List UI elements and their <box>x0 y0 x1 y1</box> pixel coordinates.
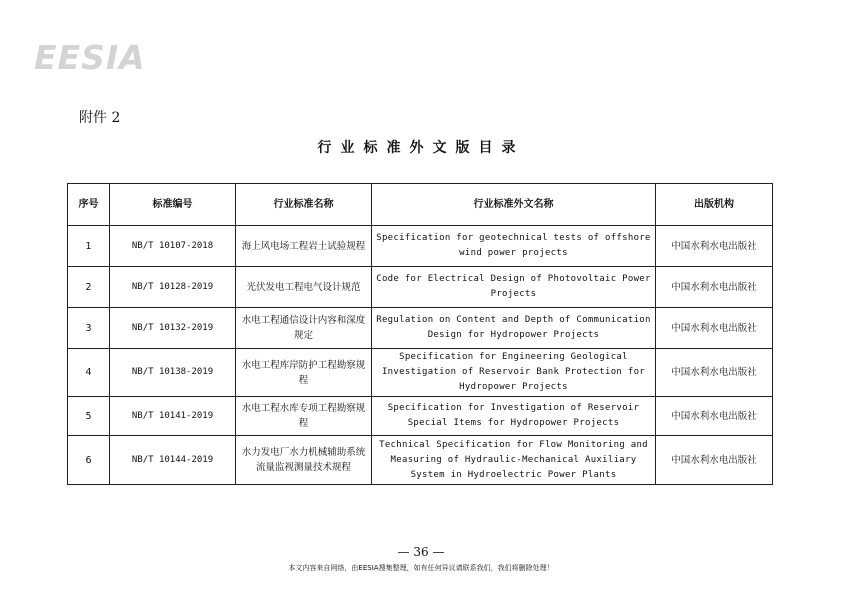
cell-publisher: 中国水利水电出版社 <box>656 397 773 436</box>
cell-code: NB/T 10132-2019 <box>110 308 236 349</box>
cell-publisher: 中国水利水电出版社 <box>656 436 773 485</box>
cell-seq: 1 <box>68 226 110 267</box>
cell-code: NB/T 10144-2019 <box>110 436 236 485</box>
cell-code: NB/T 10107-2018 <box>110 226 236 267</box>
annex-label: 附件 2 <box>79 110 121 126</box>
cell-name: 水电工程库岸防护工程勘察规程 <box>236 349 372 397</box>
cell-seq: 2 <box>68 267 110 308</box>
page-number: — 36 — <box>397 545 445 559</box>
cell-foreign-name: Code for Electrical Design of Photovoltaic Power Projects <box>372 267 656 308</box>
header-seq: 序号 <box>68 184 110 226</box>
table-row <box>68 397 773 436</box>
cell-code: NB/T 10141-2019 <box>110 397 236 436</box>
cell-foreign-name: Specification for Engineering Geological Investigation of Reservoir Bank Protection for Hydropower Projects <box>372 349 656 397</box>
table-row <box>68 349 773 397</box>
cell-name: 水力发电厂水力机械辅助系统流量监视测量技术规程 <box>236 436 372 485</box>
cell-foreign-name: Specification for geotechnical tests of offshore wind power projects <box>372 226 656 267</box>
cell-code: NB/T 10138-2019 <box>110 349 236 397</box>
table-row <box>68 436 773 485</box>
eesia-logo: EESIA <box>34 38 146 77</box>
cell-publisher: 中国水利水电出版社 <box>656 308 773 349</box>
table-row <box>68 226 773 267</box>
cell-seq: 6 <box>68 436 110 485</box>
cell-name: 海上风电场工程岩土试验规程 <box>236 226 372 267</box>
header-foreign-name: 行业标准外文名称 <box>372 184 656 226</box>
cell-publisher: 中国水利水电出版社 <box>656 349 773 397</box>
cell-name: 水电工程通信设计内容和深度规定 <box>236 308 372 349</box>
table-row <box>68 308 773 349</box>
footer-note: 本文内容来自网络，由EESIA搜集整理，如有任何异议请联系我们，我们将删除处理！ <box>288 564 554 572</box>
table-header-row <box>68 184 773 226</box>
cell-foreign-name: Specification for Investigation of Reservoir Special Items for Hydropower Projects <box>372 397 656 436</box>
cell-seq: 3 <box>68 308 110 349</box>
cell-name: 光伏发电工程电气设计规范 <box>236 267 372 308</box>
document-title: 行业标准外文版目录 <box>317 140 525 156</box>
header-name: 行业标准名称 <box>236 184 372 226</box>
standards-table <box>67 183 773 485</box>
cell-foreign-name: Technical Specification for Flow Monitoring and Measuring of Hydraulic-Mechanical Auxiliary System in Hydroelectric Power Plants <box>372 436 656 485</box>
cell-publisher: 中国水利水电出版社 <box>656 267 773 308</box>
cell-seq: 4 <box>68 349 110 397</box>
table-row <box>68 267 773 308</box>
header-code: 标准编号 <box>110 184 236 226</box>
cell-foreign-name: Regulation on Content and Depth of Communication Design for Hydropower Projects <box>372 308 656 349</box>
cell-name: 水电工程水库专项工程勘察规程 <box>236 397 372 436</box>
cell-code: NB/T 10128-2019 <box>110 267 236 308</box>
cell-publisher: 中国水利水电出版社 <box>656 226 773 267</box>
cell-seq: 5 <box>68 397 110 436</box>
header-publisher: 出版机构 <box>656 184 773 226</box>
